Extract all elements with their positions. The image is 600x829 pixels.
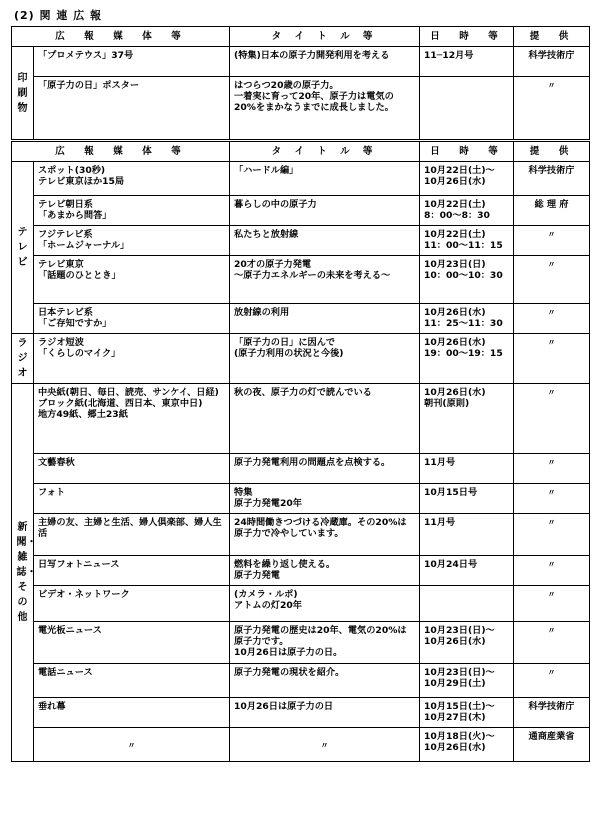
title-cell: 10月26日は原子力の日 xyxy=(230,698,420,728)
provider-cell: 〃 xyxy=(514,484,590,514)
table-row xyxy=(12,454,590,484)
provider-cell: 〃 xyxy=(514,384,590,454)
media-cell: 垂れ幕 xyxy=(34,698,230,728)
date-cell: 10月22日(土)〜 10月26日(水) xyxy=(420,162,514,196)
section-heading: (2) 関 連 広 報 xyxy=(14,9,103,22)
table-row xyxy=(12,47,590,77)
table-row xyxy=(12,586,590,622)
header-date: 日 時 等 xyxy=(420,27,514,47)
media-cell: ビデオ・ネットワーク xyxy=(34,586,230,622)
provider-cell: 総 理 府 xyxy=(514,196,590,226)
title-cell: 私たちと放射線 xyxy=(230,226,420,256)
title-cell: 「ハードル編」 xyxy=(230,162,420,196)
table-row xyxy=(12,728,590,762)
provider-cell: 〃 xyxy=(514,556,590,586)
title-cell: 放射線の利用 xyxy=(230,304,420,334)
title-cell: 暮らしの中の原子力 xyxy=(230,196,420,226)
date-cell: 10月26日(水) 19：00〜19：15 xyxy=(420,334,514,384)
table-row xyxy=(12,514,590,556)
media-cell: 主婦の友、主婦と生活、婦人倶楽部、婦人生活 xyxy=(34,514,230,556)
provider-cell: 〃 xyxy=(514,622,590,664)
media-cell: 中央紙(朝日、毎日、読売、サンケイ、日経) ブロック紙(北海道、西日本、東京中日) 地方49紙、郷土23紙 xyxy=(34,384,230,454)
header-title: タ イ ト ル 等 xyxy=(230,27,420,47)
title-cell: はつらつ20歳の原子力。 一着実に育って20年、原子力は電気の20%をまかなうまでに成長しました。 xyxy=(230,77,420,141)
date-cell: 10月18日(火)〜 10月26日(水) xyxy=(420,728,514,762)
media-cell: テレビ朝日系 「あまから問答」 xyxy=(34,196,230,226)
date-cell: 10月15日(土)〜 10月27日(木) xyxy=(420,698,514,728)
title-cell: 「原子力の日」に因んで (原子力利用の状況と今後) xyxy=(230,334,420,384)
table-row xyxy=(12,304,590,334)
table-row xyxy=(12,256,590,304)
provider-cell: 〃 xyxy=(514,586,590,622)
header-date: 日 時 等 xyxy=(420,141,514,162)
date-cell: 10月23日(日)〜 10月26日(水) xyxy=(420,622,514,664)
title-cell: 〃 xyxy=(230,728,420,762)
publicity-table xyxy=(11,26,590,762)
media-cell: 文藝春秋 xyxy=(34,454,230,484)
header-media: 広 報 媒 体 等 xyxy=(12,27,230,47)
media-cell: ラジオ短波 「くらしのマイク」 xyxy=(34,334,230,384)
date-cell: 10月23日(日) 10：00〜10：30 xyxy=(420,256,514,304)
title-cell: 原子力発電の歴史は20年、電気の20%は原子力です。 10月26日は原子力の日。 xyxy=(230,622,420,664)
provider-cell: 〃 xyxy=(514,334,590,384)
media-cell: 「プロメテウス」37号 xyxy=(34,47,230,77)
title-cell: (特集)日本の原子力開発利用を考える xyxy=(230,47,420,77)
title-cell: 特集 原子力発電20年 xyxy=(230,484,420,514)
provider-cell: 科学技術庁 xyxy=(514,47,590,77)
title-cell: 原子力発電利用の問題点を点検する。 xyxy=(230,454,420,484)
header-row-repeat xyxy=(12,141,590,162)
date-cell: 10月22日(土) 8：00〜8：30 xyxy=(420,196,514,226)
provider-cell: 〃 xyxy=(514,226,590,256)
table-row xyxy=(12,334,590,384)
provider-cell: 〃 xyxy=(514,514,590,556)
header-row xyxy=(12,27,590,47)
date-cell xyxy=(420,586,514,622)
date-cell: 10月15日号 xyxy=(420,484,514,514)
table-row xyxy=(12,196,590,226)
table-row xyxy=(12,556,590,586)
date-cell: 10月22日(土) 11：00〜11：15 xyxy=(420,226,514,256)
date-cell: 10月26日(水) 朝刊(原則) xyxy=(420,384,514,454)
table-row xyxy=(12,384,590,454)
category-newspaper: 新聞・雑誌・その他 xyxy=(12,384,34,762)
title-cell: 燃料を繰り返し使える。 原子力発電 xyxy=(230,556,420,586)
media-cell: 〃 xyxy=(34,728,230,762)
date-cell xyxy=(420,77,514,141)
media-cell: 日写フォトニュース xyxy=(34,556,230,586)
provider-cell: 〃 xyxy=(514,256,590,304)
media-cell: フジテレビ系 「ホームジャーナル」 xyxy=(34,226,230,256)
category-tv: テレビ xyxy=(12,162,34,334)
media-cell: 電話ニュース xyxy=(34,664,230,698)
date-cell: 10月23日(日)〜 10月29日(土) xyxy=(420,664,514,698)
media-cell: 電光板ニュース xyxy=(34,622,230,664)
title-cell: (カメラ・ルポ) アトムの灯20年 xyxy=(230,586,420,622)
category-print: 印刷物 xyxy=(12,47,34,141)
media-cell: フォト xyxy=(34,484,230,514)
media-cell: スポット(30秒) テレビ東京ほか15局 xyxy=(34,162,230,196)
title-cell: 20才の原子力発電 〜原子力エネルギーの未来を考える〜 xyxy=(230,256,420,304)
header-title: タ イ ト ル 等 xyxy=(230,141,420,162)
table-row xyxy=(12,484,590,514)
header-provider: 提 供 xyxy=(514,141,590,162)
table-row xyxy=(12,226,590,256)
table-row xyxy=(12,77,590,141)
media-cell: 「原子力の日」ポスター xyxy=(34,77,230,141)
provider-cell: 科学技術庁 xyxy=(514,162,590,196)
table-row xyxy=(12,162,590,196)
provider-cell: 〃 xyxy=(514,304,590,334)
provider-cell: 科学技術庁 xyxy=(514,698,590,728)
date-cell: 11月号 xyxy=(420,454,514,484)
media-cell: テレビ東京 「話題のひととき」 xyxy=(34,256,230,304)
category-radio: ラジオ xyxy=(12,334,34,384)
provider-cell: 通商産業省 xyxy=(514,728,590,762)
table-row xyxy=(12,622,590,664)
table-row xyxy=(12,698,590,728)
table-row xyxy=(12,664,590,698)
date-cell: 10月26日(水) 11：25〜11：30 xyxy=(420,304,514,334)
date-cell: 11月号 xyxy=(420,514,514,556)
title-cell: 24時間働きつづける冷蔵庫。その20%は原子力で冷やしています。 xyxy=(230,514,420,556)
title-cell: 秋の夜、原子力の灯で読んでいる xyxy=(230,384,420,454)
header-media: 広 報 媒 体 等 xyxy=(12,141,230,162)
title-cell: 原子力発電の現状を紹介。 xyxy=(230,664,420,698)
date-cell: 11─12月号 xyxy=(420,47,514,77)
provider-cell: 〃 xyxy=(514,454,590,484)
date-cell: 10月24日号 xyxy=(420,556,514,586)
provider-cell: 〃 xyxy=(514,664,590,698)
header-provider: 提 供 xyxy=(514,27,590,47)
media-cell: 日本テレビ系 「ご存知ですか」 xyxy=(34,304,230,334)
provider-cell: 〃 xyxy=(514,77,590,141)
